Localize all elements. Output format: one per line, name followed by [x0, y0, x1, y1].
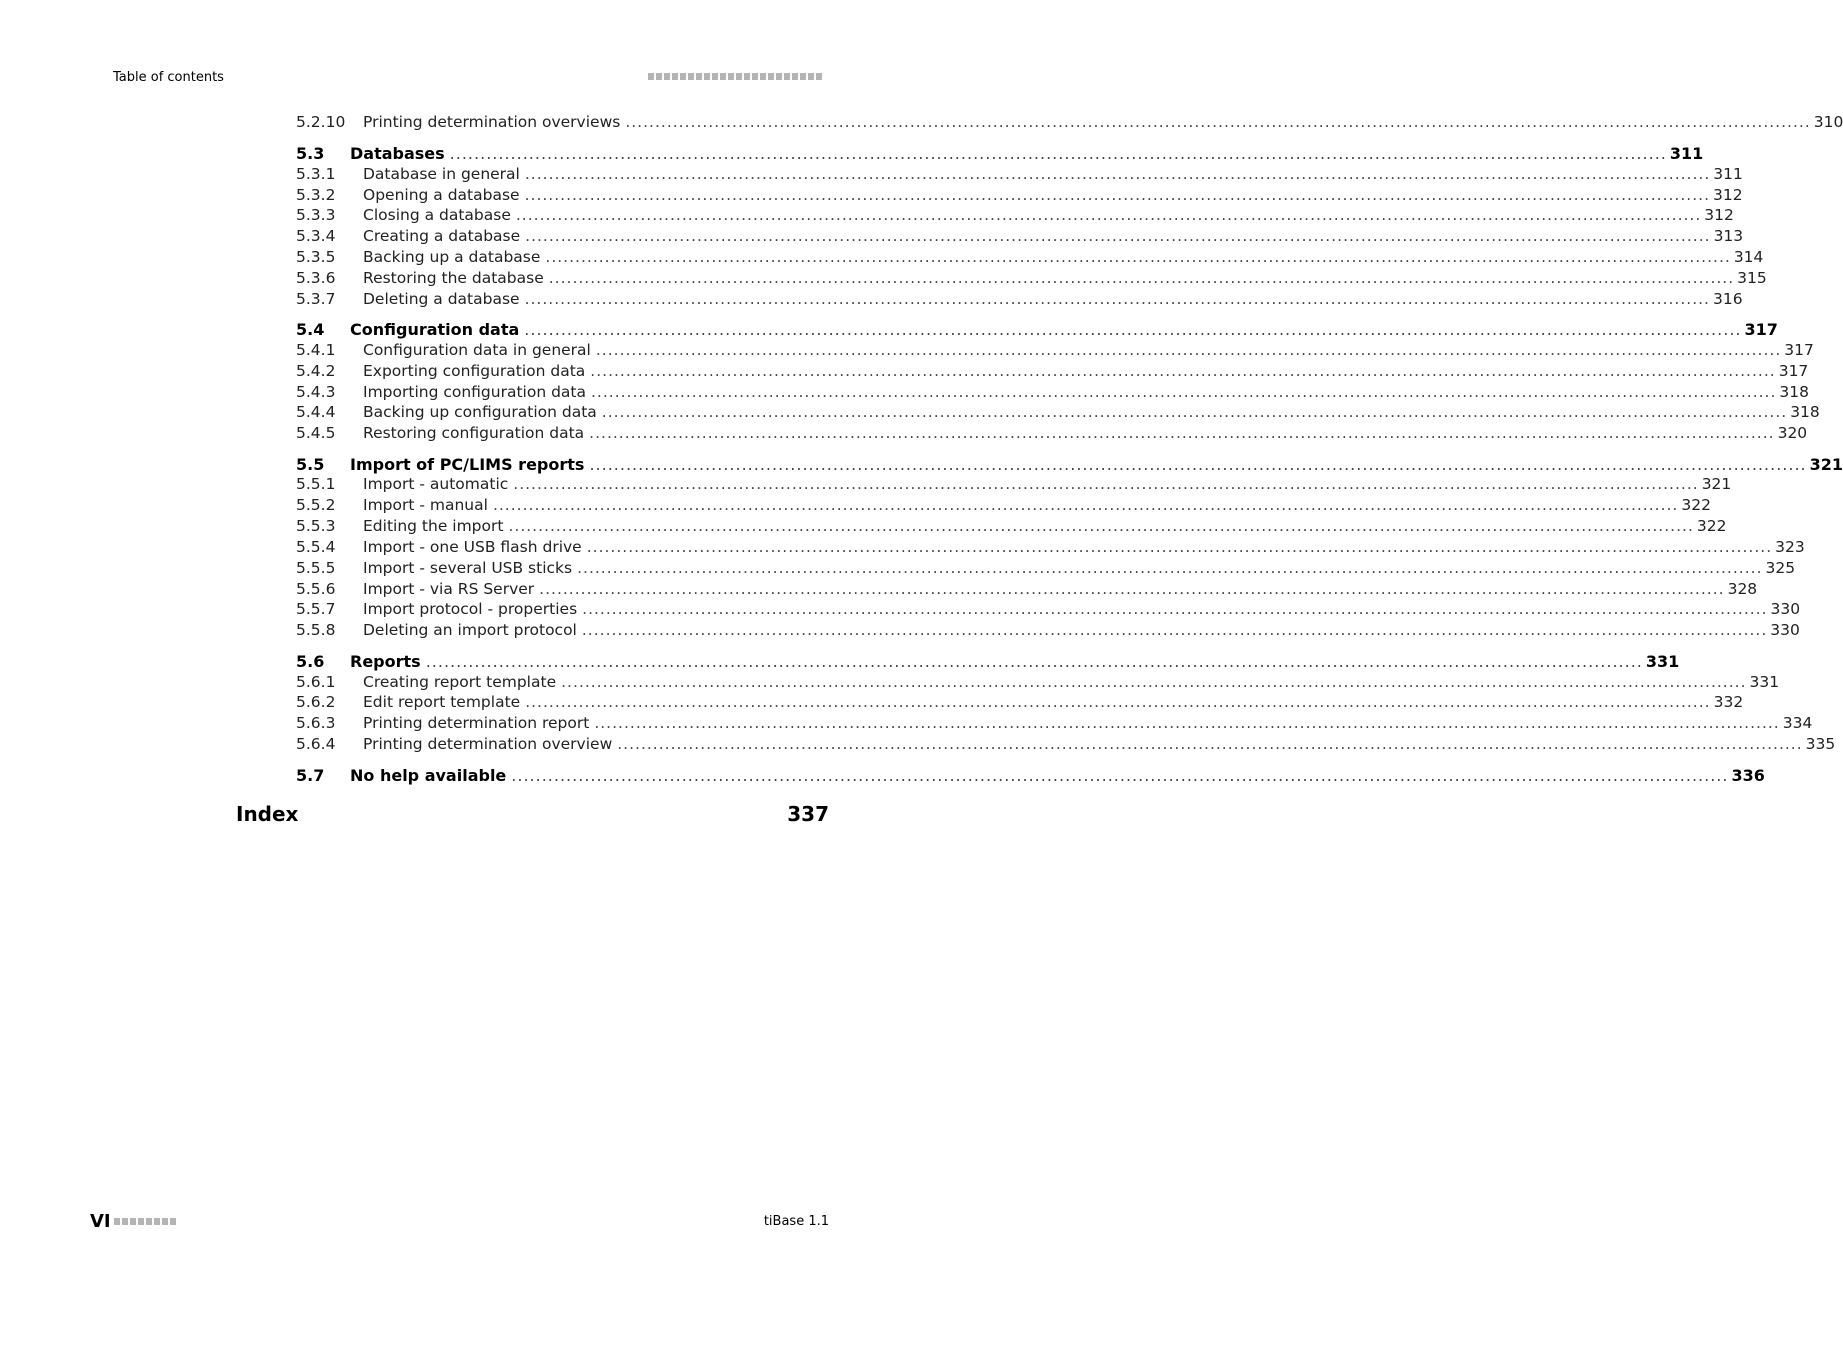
toc-page-number: 325 — [1765, 559, 1796, 577]
square-decoration — [162, 1218, 168, 1225]
toc-leader-dots: ........................................................................................................................................................................................................ — [586, 538, 1773, 556]
toc-subsection-row[interactable] — [296, 580, 1758, 601]
toc-page-number: 321 — [1701, 475, 1732, 493]
toc-title: Restoring configuration data — [363, 424, 585, 442]
toc-page-number: 315 — [1737, 269, 1767, 287]
toc-number: 5.6.1 — [296, 673, 336, 691]
toc-title: Opening a database — [363, 186, 520, 204]
square-decoration — [712, 73, 718, 80]
toc-section-row[interactable] — [296, 455, 1843, 476]
toc-number: 5.7 — [296, 766, 325, 785]
toc-title: Import - via RS Server — [363, 580, 535, 598]
square-decoration — [768, 73, 774, 80]
header-title: Table of contents — [113, 70, 224, 85]
toc-leader-dots: ........................................................................................................................................................................................................ — [525, 693, 1711, 711]
toc-title: Databases — [350, 144, 445, 163]
toc-leader-dots: ........................................................................................................................................................................................................ — [594, 714, 1780, 732]
square-decoration — [784, 73, 790, 80]
toc-leader-dots: ........................................................................................................................................................................................................ — [539, 580, 1725, 598]
toc-subsection-row[interactable] — [296, 735, 1836, 756]
toc-number: 5.3.4 — [296, 227, 336, 245]
toc-leader-dots: ........................................................................................................................................................................................................ — [511, 766, 1729, 785]
toc-subsection-row[interactable] — [296, 113, 1843, 134]
square-decoration — [696, 73, 702, 80]
toc-number: 5.5 — [296, 455, 325, 474]
toc-leader-dots: ........................................................................................................................................................................................................ — [582, 600, 1768, 618]
toc-number: 5.2.10 — [296, 113, 346, 131]
toc-number: 5.5.1 — [296, 475, 336, 493]
toc-subsection-row[interactable] — [296, 248, 1764, 269]
toc-leader-dots: ........................................................................................................................................................................................................ — [524, 320, 1742, 339]
square-decoration — [664, 73, 670, 80]
toc-subsection-row[interactable] — [296, 165, 1743, 186]
toc-title: Import - manual — [363, 496, 488, 514]
toc-subsection-row[interactable] — [296, 186, 1743, 207]
square-decoration — [736, 73, 742, 80]
toc-number: 5.6.4 — [296, 735, 336, 753]
toc-subsection-row[interactable] — [296, 517, 1727, 538]
toc-number: 5.6.2 — [296, 693, 336, 711]
toc-leader-dots: ........................................................................................................................................................................................................ — [601, 403, 1788, 421]
toc-subsection-row[interactable] — [296, 714, 1813, 735]
footer-squares — [114, 1218, 176, 1225]
toc-page-number: 317 — [1784, 341, 1814, 359]
toc-number: 5.4 — [296, 320, 325, 339]
footer-product: tiBase 1.1 — [763, 1214, 829, 1229]
toc-page-number: 313 — [1713, 227, 1744, 245]
toc-page-number: 311 — [1713, 165, 1743, 183]
toc-subsection-row[interactable] — [296, 673, 1780, 694]
toc-number: 5.6.3 — [296, 714, 336, 732]
toc-page-number: 330 — [1770, 600, 1801, 618]
square-decoration — [688, 73, 694, 80]
toc-leader-dots: ........................................................................................................................................................................................................ — [589, 455, 1807, 474]
toc-number: 5.4.4 — [296, 403, 336, 421]
toc-title: Printing determination report — [363, 714, 590, 732]
toc-number: 5.3.3 — [296, 206, 336, 224]
toc-title: Printing determination overview — [363, 735, 613, 753]
toc-subsection-row[interactable] — [296, 475, 1732, 496]
toc-page-number: 314 — [1733, 248, 1764, 266]
square-decoration — [808, 73, 814, 80]
toc-title: Configuration data — [350, 320, 520, 339]
toc-page-number: 312 — [1704, 206, 1734, 224]
square-decoration — [760, 73, 766, 80]
toc-page-number: 310 — [1813, 113, 1843, 131]
toc-title: Import - one USB flash drive — [363, 538, 582, 556]
toc-number: 5.4.3 — [296, 383, 336, 401]
toc-subsection-row[interactable] — [296, 269, 1767, 290]
toc-subsection-row[interactable] — [296, 538, 1805, 559]
toc-leader-dots: ........................................................................................................................................................................................................ — [524, 186, 1710, 204]
square-decoration — [704, 73, 710, 80]
toc-number: 5.5.6 — [296, 580, 336, 598]
toc-section-row[interactable] — [296, 144, 1704, 165]
toc-subsection-row[interactable] — [296, 383, 1809, 404]
toc-page-number: 336 — [1731, 766, 1765, 785]
toc-leader-dots: ........................................................................................................................................................................................................ — [524, 290, 1710, 308]
toc-leader-dots: ........................................................................................................................................................................................................ — [590, 362, 1776, 380]
toc-number: 5.3 — [296, 144, 325, 163]
square-decoration — [170, 1218, 176, 1225]
toc-page-number: 331 — [1749, 673, 1780, 691]
toc-page-number: 317 — [1744, 320, 1778, 339]
square-decoration — [680, 73, 686, 80]
toc-subsection-row[interactable] — [296, 341, 1814, 362]
toc-number: 5.5.7 — [296, 600, 336, 618]
toc-section-row[interactable] — [296, 320, 1778, 341]
toc-title: Creating report template — [363, 673, 557, 691]
toc-page-number: 317 — [1778, 362, 1809, 380]
square-decoration — [672, 73, 678, 80]
toc-number: 5.4.2 — [296, 362, 336, 380]
square-decoration — [130, 1218, 136, 1225]
toc-title: Editing the import — [363, 517, 504, 535]
toc-title: Backing up configuration data — [363, 403, 597, 421]
toc-number: 5.4.5 — [296, 424, 336, 442]
toc-number: 5.5.5 — [296, 559, 336, 577]
toc-leader-dots: ........................................................................................................................................................................................................ — [513, 475, 1699, 493]
square-decoration — [656, 73, 662, 80]
toc-leader-dots: ........................................................................................................................................................................................................ — [449, 144, 1667, 163]
index-entry[interactable] — [236, 802, 829, 826]
toc-title: Backing up a database — [363, 248, 541, 266]
toc-number: 5.3.6 — [296, 269, 336, 287]
toc-page-number: 332 — [1713, 693, 1744, 711]
square-decoration — [728, 73, 734, 80]
toc-number: 5.3.5 — [296, 248, 336, 266]
toc-leader-dots: ........................................................................................................................................................................................................ — [595, 341, 1782, 359]
toc-page-number: 331 — [1645, 652, 1680, 671]
index-page: 337 — [787, 802, 829, 826]
toc-leader-dots: ........................................................................................................................................................................................................ — [425, 652, 1643, 671]
square-decoration — [816, 73, 822, 80]
toc-title: Import of PC/LIMS reports — [350, 455, 585, 474]
toc-page-number: 318 — [1779, 383, 1809, 401]
toc-page-number: 323 — [1775, 538, 1805, 556]
toc-page-number: 321 — [1809, 455, 1843, 474]
toc-subsection-row[interactable] — [296, 403, 1820, 424]
toc-subsection-row[interactable] — [296, 600, 1801, 621]
square-decoration — [146, 1218, 152, 1225]
toc-leader-dots: ........................................................................................................................................................................................................ — [617, 735, 1803, 753]
toc-page-number: 316 — [1712, 290, 1743, 308]
toc-section-row[interactable] — [296, 766, 1765, 787]
toc-number: 5.4.1 — [296, 341, 336, 359]
toc-number: 5.5.4 — [296, 538, 336, 556]
header-squares — [648, 73, 822, 80]
toc-title: Import - automatic — [363, 475, 509, 493]
toc-leader-dots: ........................................................................................................................................................................................................ — [591, 383, 1777, 401]
toc-page-number: 330 — [1770, 621, 1800, 639]
toc-leader-dots: ........................................................................................................................................................................................................ — [545, 248, 1731, 266]
square-decoration — [752, 73, 758, 80]
toc-number: 5.3.7 — [296, 290, 336, 308]
toc-page-number: 320 — [1777, 424, 1808, 442]
toc-title: Reports — [350, 652, 421, 671]
toc-leader-dots: ........................................................................................................................................................................................................ — [548, 269, 1735, 287]
square-decoration — [648, 73, 654, 80]
toc-title: Printing determination overviews — [363, 113, 621, 131]
toc-title: Creating a database — [363, 227, 521, 245]
square-decoration — [800, 73, 806, 80]
toc-subsection-row[interactable] — [296, 227, 1744, 248]
toc-subsection-row[interactable] — [296, 621, 1800, 642]
toc-title: Edit report template — [363, 693, 521, 711]
toc-number: 5.5.3 — [296, 517, 336, 535]
toc-leader-dots: ........................................................................................................................................................................................................ — [524, 165, 1711, 183]
square-decoration — [744, 73, 750, 80]
toc-leader-dots: ........................................................................................................................................................................................................ — [589, 424, 1775, 442]
square-decoration — [138, 1218, 144, 1225]
toc-leader-dots: ........................................................................................................................................................................................................ — [577, 559, 1763, 577]
footer-page-label: VI — [90, 1211, 111, 1232]
toc-title: Exporting configuration data — [363, 362, 586, 380]
toc-title: No help available — [350, 766, 507, 785]
toc-title: Closing a database — [363, 206, 511, 224]
toc-subsection-row[interactable] — [296, 496, 1711, 517]
toc-title: Configuration data in general — [363, 341, 591, 359]
toc-number: 5.3.1 — [296, 165, 336, 183]
square-decoration — [720, 73, 726, 80]
toc-subsection-row[interactable] — [296, 424, 1808, 445]
toc-leader-dots: ........................................................................................................................................................................................................ — [561, 673, 1747, 691]
toc-title: Import - several USB sticks — [363, 559, 573, 577]
toc-leader-dots: ........................................................................................................................................................................................................ — [492, 496, 1679, 514]
toc-title: Database in general — [363, 165, 520, 183]
toc-title: Importing configuration data — [363, 383, 586, 401]
toc-leader-dots: ........................................................................................................................................................................................................ — [625, 113, 1811, 131]
toc-title: Deleting a database — [363, 290, 520, 308]
toc-number: 5.3.2 — [296, 186, 336, 204]
square-decoration — [114, 1218, 120, 1225]
square-decoration — [122, 1218, 128, 1225]
toc-title: Import protocol - properties — [363, 600, 578, 618]
toc-leader-dots: ........................................................................................................................................................................................................ — [525, 227, 1711, 245]
toc-page-number: 318 — [1790, 403, 1820, 421]
toc-title: Deleting an import protocol — [363, 621, 577, 639]
toc-page-number: 312 — [1713, 186, 1743, 204]
square-decoration — [154, 1218, 160, 1225]
toc-subsection-row[interactable] — [296, 362, 1809, 383]
toc-subsection-row[interactable] — [296, 290, 1743, 311]
index-label: Index — [236, 802, 299, 826]
toc-page-number: 328 — [1727, 580, 1758, 598]
toc-number: 5.5.8 — [296, 621, 336, 639]
toc-number: 5.6 — [296, 652, 325, 671]
toc-page-number: 322 — [1681, 496, 1711, 514]
toc-section-row[interactable] — [296, 652, 1680, 673]
square-decoration — [792, 73, 798, 80]
toc-subsection-row[interactable] — [296, 206, 1734, 227]
square-decoration — [776, 73, 782, 80]
toc-leader-dots: ........................................................................................................................................................................................................ — [581, 621, 1768, 639]
toc-page-number: 322 — [1696, 517, 1727, 535]
toc-page-number: 335 — [1805, 735, 1836, 753]
toc-leader-dots: ........................................................................................................................................................................................................ — [515, 206, 1702, 224]
toc-page-number: 311 — [1669, 144, 1704, 163]
toc-title: Restoring the database — [363, 269, 544, 287]
toc-subsection-row[interactable] — [296, 559, 1796, 580]
toc-subsection-row[interactable] — [296, 693, 1744, 714]
toc-leader-dots: ........................................................................................................................................................................................................ — [508, 517, 1694, 535]
toc-page-number: 334 — [1782, 714, 1813, 732]
toc-number: 5.5.2 — [296, 496, 336, 514]
